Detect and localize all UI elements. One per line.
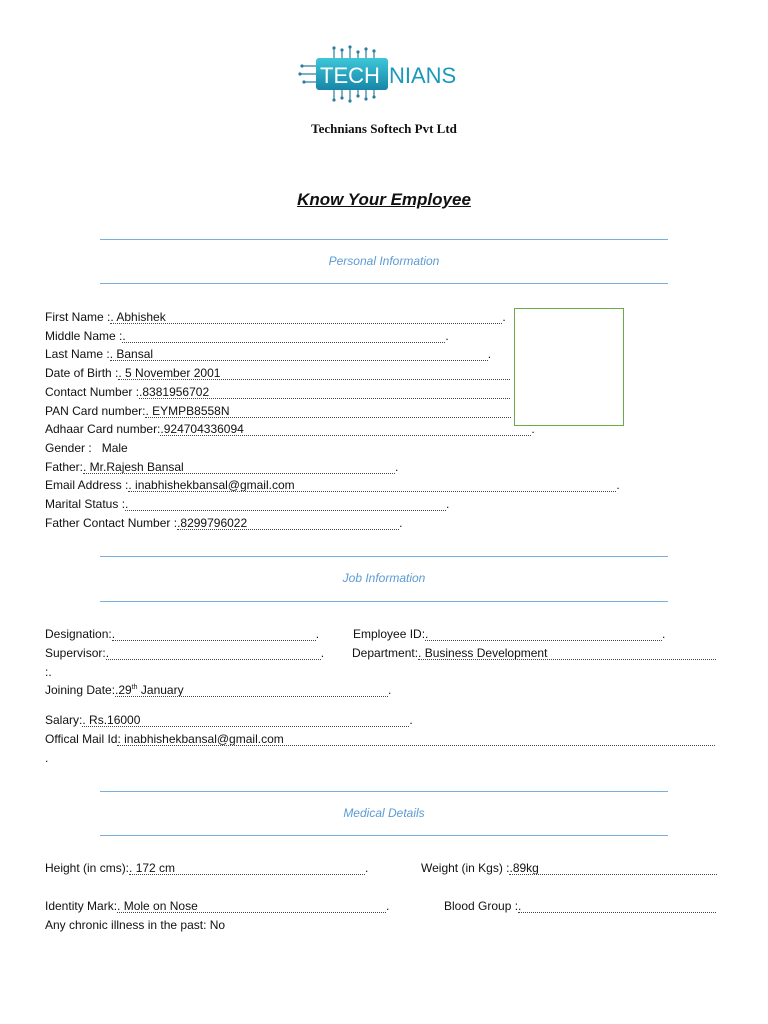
blood-group-field[interactable]: . xyxy=(518,898,716,913)
first-name-field[interactable]: . Abhishek xyxy=(110,309,502,324)
section-rule xyxy=(100,835,668,836)
middle-name-label: Middle Name : xyxy=(45,329,123,343)
designation-label: Designation: xyxy=(45,627,112,641)
contact-row xyxy=(45,384,510,400)
joining-date-label: Joining Date: xyxy=(45,683,116,697)
father-field[interactable]: . Mr.Rajesh Bansal xyxy=(83,459,395,474)
section-rule xyxy=(100,556,668,557)
section-title-medical: Medical Details xyxy=(343,806,425,820)
last-name-row: Last Name :. Bansal . xyxy=(45,347,492,361)
identity-mark-label: Identity Mark: xyxy=(45,899,118,913)
aadhaar-field[interactable]: .924704336094 xyxy=(160,421,531,436)
middle-name-field[interactable]: . xyxy=(122,328,445,343)
department-continuation: :. xyxy=(45,665,52,679)
section-rule xyxy=(100,239,668,240)
first-name-row: First Name :. Abhishek . xyxy=(45,310,506,324)
father-label: Father: xyxy=(45,460,84,474)
gender-value[interactable]: Male xyxy=(101,441,128,455)
department-label: Department: xyxy=(352,646,419,660)
pan-field[interactable]: . EYMPB8558N xyxy=(145,403,511,418)
supervisor-row: Supervisor:. . xyxy=(45,646,325,660)
salary-field[interactable]: . Rs.16000 xyxy=(82,712,409,727)
section-rule xyxy=(100,601,668,602)
supervisor-field[interactable]: . xyxy=(106,645,321,660)
pan-row xyxy=(45,403,511,419)
gender-row xyxy=(45,440,128,456)
photo-box[interactable] xyxy=(514,308,624,426)
company-name: Technians Softech Pvt Ltd xyxy=(311,121,457,136)
blood-group-label: Blood Group : xyxy=(444,899,519,913)
official-mail-label: Offical Mail Id xyxy=(45,732,118,746)
technians-logo xyxy=(298,44,470,104)
official-mail-continuation: . xyxy=(45,751,49,765)
father-contact-field[interactable]: .8299796022 xyxy=(177,515,399,530)
blood-group-row xyxy=(444,898,716,914)
joining-date-field[interactable]: .29th January xyxy=(115,682,388,697)
joining-date-row: Joining Date:.29th January . xyxy=(45,683,392,697)
contact-field[interactable]: .8381956702 xyxy=(139,384,510,399)
email-row: Email Address :. inabhishekbansal@gmail.com . xyxy=(45,478,620,492)
document-title: Know Your Employee xyxy=(297,190,471,209)
employee-id-row: Employee ID:. . xyxy=(353,627,666,641)
marital-field[interactable]: . xyxy=(125,496,446,511)
email-field[interactable]: . inabhishekbansal@gmail.com xyxy=(128,477,616,492)
dob-row xyxy=(45,365,510,381)
salary-label: Salary: xyxy=(45,713,83,727)
father-row: Father:. Mr.Rajesh Bansal . xyxy=(45,460,399,474)
weight-label: Weight (in Kgs) : xyxy=(421,861,510,875)
aadhaar-label: Adhaar Card number: xyxy=(45,422,161,436)
dob-label: Date of Birth : xyxy=(45,366,119,380)
last-name-label: Last Name : xyxy=(45,347,110,361)
employee-id-field[interactable]: . xyxy=(425,626,662,641)
logo-text-nians: NIANS xyxy=(389,63,457,88)
gender-label: Gender : xyxy=(45,441,92,455)
weight-row xyxy=(421,860,717,876)
supervisor-label: Supervisor: xyxy=(45,646,106,660)
designation-row: Designation:. . xyxy=(45,627,320,641)
section-rule xyxy=(100,791,668,792)
pan-label: PAN Card number: xyxy=(45,404,146,418)
section-title-personal: Personal Information xyxy=(328,254,440,268)
father-contact-label: Father Contact Number : xyxy=(45,516,178,530)
weight-field[interactable]: .89kg xyxy=(509,860,717,875)
section-title-job: Job Information xyxy=(342,571,426,585)
identity-mark-field[interactable]: . Mole on Nose xyxy=(117,898,386,913)
first-name-label: First Name : xyxy=(45,310,111,324)
identity-mark-row: Identity Mark:. Mole on Nose . xyxy=(45,899,390,913)
dob-field[interactable]: . 5 November 2001 xyxy=(118,365,510,380)
official-mail-field[interactable]: : inabhishekbansal@gmail.com xyxy=(117,731,715,746)
marital-row: Marital Status :. . xyxy=(45,497,450,511)
height-label: Height (in cms): xyxy=(45,861,130,875)
employee-id-label: Employee ID: xyxy=(353,627,426,641)
contact-label: Contact Number : xyxy=(45,385,140,399)
last-name-field[interactable]: . Bansal xyxy=(110,346,488,361)
height-field[interactable]: . 172 cm xyxy=(129,860,365,875)
height-row: Height (in cms):. 172 cm . xyxy=(45,861,369,875)
chronic-illness-value[interactable]: No xyxy=(209,918,226,932)
marital-label: Marital Status : xyxy=(45,497,126,511)
middle-name-row: Middle Name :. . xyxy=(45,329,449,343)
designation-field[interactable]: . xyxy=(112,626,316,641)
salary-row: Salary:. Rs.16000 . xyxy=(45,713,413,727)
email-label: Email Address : xyxy=(45,478,129,492)
logo-text-tech: TECH xyxy=(320,63,380,88)
chronic-illness-row xyxy=(45,917,225,933)
section-rule xyxy=(100,283,668,284)
father-contact-row: Father Contact Number :.8299796022 . xyxy=(45,516,403,530)
aadhaar-row: Adhaar Card number:.924704336094 . xyxy=(45,422,535,436)
department-row xyxy=(352,645,716,661)
official-mail-row xyxy=(45,731,715,747)
chronic-illness-label: Any chronic illness in the past: xyxy=(45,918,207,932)
department-field[interactable]: . Business Development xyxy=(418,645,716,660)
